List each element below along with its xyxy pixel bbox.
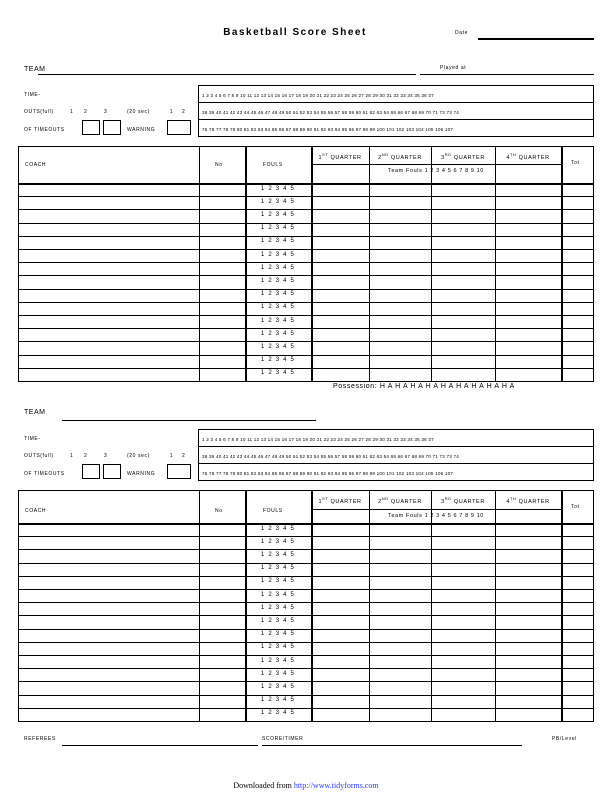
possession-arrow-1[interactable]: Possession: H A H A H A H A H A H A H A H A H A (333, 383, 515, 390)
referees-field[interactable] (62, 745, 258, 746)
timeout-num-1: 1 (70, 109, 74, 115)
page-title: Basketball Score Sheet (223, 27, 367, 38)
roster-row-line (19, 289, 593, 290)
download-footer (0, 781, 612, 790)
scorer-timer-label: SCORE/TIMER (262, 736, 304, 742)
date-field[interactable] (478, 38, 594, 40)
quarter-4-label: 4TH QUARTER (506, 152, 550, 161)
quarter-1-label: 1ST QUARTER (318, 152, 362, 161)
fouls-label: FOULS (263, 162, 283, 168)
time-label-1: TIME- (24, 92, 41, 98)
timeout-num-3-b: 3 (104, 453, 108, 459)
score-row-2-b: 38 39 40 41 42 43 44 45 46 47 48 49 50 51 52 53 54 55 56 57 58 59 60 61 62 63 64 65 66 67 68 69 70 71 72 73 74 (202, 454, 460, 459)
date-label: Date (455, 30, 468, 36)
quarter-1-label: 1ST QUARTER (318, 496, 362, 505)
player-foul-marks[interactable]: 1 2 3 4 5 (260, 357, 296, 364)
quarter-4-label: 4TH QUARTER (506, 496, 550, 505)
player-foul-marks[interactable]: 1 2 3 4 5 (260, 591, 296, 598)
timeout-box-2[interactable] (103, 120, 121, 135)
roster-row-line (19, 196, 593, 197)
roster-row-line (19, 563, 593, 564)
roster-row-line (19, 328, 593, 329)
timeout-num-2: 2 (84, 109, 88, 115)
quarter-2-label: 2ND QUARTER (378, 496, 422, 505)
roster-row-line (19, 615, 593, 616)
timeout-box-1[interactable] (82, 120, 100, 135)
score-row-1-b: 1 2 3 4 5 6 7 8 9 10 11 12 13 14 15 16 17 18 19 20 21 22 23 24 25 26 27 28 29 30 31 32 33 34 35 36 37 (202, 437, 434, 442)
score-row-3-b: 75 76 77 78 79 80 81 82 83 84 85 86 87 88 89 90 91 92 93 94 95 96 97 98 99 100 101 102 103 104 105 106 107 (202, 471, 454, 476)
player-foul-marks[interactable]: 1 2 3 4 5 (260, 370, 296, 377)
score-row-2: 38 39 40 41 42 43 44 45 46 47 48 49 50 51 52 53 54 55 56 57 58 59 60 61 62 63 64 65 66 67 68 69 70 71 72 73 74 (202, 110, 460, 115)
player-foul-marks[interactable]: 1 2 3 4 5 (260, 330, 296, 337)
roster-column-line (311, 491, 313, 721)
timeout-20sec-num-2: 2 (182, 109, 186, 115)
roster-column-line (495, 491, 496, 721)
player-foul-marks[interactable]: 1 2 3 4 5 (260, 552, 296, 558)
roster-row-line (19, 355, 593, 356)
score-row-3: 75 76 77 78 79 80 81 82 83 84 85 86 87 88 89 90 91 92 93 94 95 96 97 98 99 100 101 102 103 104 105 106 107 (202, 127, 454, 132)
roster-column-line (199, 491, 200, 721)
player-foul-marks[interactable]: 1 2 3 4 5 (260, 185, 296, 192)
timeout-20sec-label-2: (20 sec) (127, 453, 150, 459)
roster-row-line (19, 536, 593, 537)
roster-row-line (19, 589, 593, 590)
player-foul-marks[interactable]: 1 2 3 4 5 (260, 304, 296, 311)
timeout-num-1-b: 1 (70, 453, 74, 459)
roster-row-line (19, 262, 593, 263)
player-foul-marks[interactable]: 1 2 3 4 5 (260, 644, 296, 651)
timeout-20sec-num-1: 1 (170, 109, 174, 115)
played-at-field[interactable] (420, 74, 594, 75)
roster-row-line (19, 223, 593, 224)
roster-row-line (19, 681, 593, 682)
player-foul-marks[interactable]: 1 2 3 4 5 (260, 198, 296, 205)
roster-row-line (19, 236, 593, 237)
timeout-num-2-b: 2 (84, 453, 88, 459)
roster-row-line (19, 275, 593, 276)
running-score-grid-1[interactable] (198, 85, 594, 137)
roster-row-line (19, 302, 593, 303)
player-foul-marks[interactable]: 1 2 3 4 5 (260, 225, 296, 232)
player-foul-marks[interactable]: 1 2 3 4 5 (260, 710, 296, 717)
download-link[interactable]: http://www.tidyforms.com (293, 781, 379, 790)
player-foul-marks[interactable]: 1 2 3 4 5 (260, 264, 296, 271)
player-foul-marks[interactable]: 1 2 3 4 5 (260, 697, 296, 704)
quarter-2-label: 2ND QUARTER (378, 152, 422, 161)
roster-column-line (561, 491, 563, 721)
total-label: Tot (571, 504, 580, 510)
download-prefix: Downloaded from (233, 781, 294, 790)
roster-table-1 (18, 146, 594, 382)
played-at-label: Played at (440, 65, 467, 71)
number-label: No (215, 162, 223, 168)
roster-row-line (19, 341, 593, 342)
quarter-3-label: 3RD QUARTER (441, 152, 485, 161)
timeout-20sec-label-1: (20 sec) (127, 109, 150, 115)
quarter-header-divider (311, 509, 561, 510)
coach-label: COACH (25, 162, 47, 168)
timeout-20sec-num-2-b: 2 (182, 453, 186, 459)
warning-label-1: WARNING (127, 127, 156, 133)
team-fouls-label: Team Fouls 1 2 3 4 5 6 7 8 9 10 (388, 513, 484, 519)
player-foul-marks[interactable]: 1 2 3 4 5 (260, 684, 296, 690)
team-name-field-1[interactable] (38, 74, 416, 75)
fouls-label: FOULS (263, 508, 283, 514)
player-foul-marks[interactable]: 1 2 3 4 5 (260, 344, 296, 350)
roster-column-line (369, 491, 370, 721)
pb-level-label: PB/Level (552, 736, 577, 742)
timeout-box-4[interactable] (103, 464, 121, 479)
timeout-num-3: 3 (104, 109, 108, 115)
number-label: No (215, 508, 223, 514)
roster-row-line (19, 368, 593, 369)
roster-row-line (19, 695, 593, 696)
player-foul-marks[interactable]: 1 2 3 4 5 (260, 670, 296, 677)
player-foul-marks[interactable]: 1 2 3 4 5 (260, 251, 296, 258)
roster-row-line (19, 708, 593, 709)
player-foul-marks[interactable]: 1 2 3 4 5 (260, 538, 296, 545)
roster-row-line (19, 249, 593, 250)
team-name-field-2[interactable] (62, 420, 316, 421)
player-foul-marks[interactable]: 1 2 3 4 5 (260, 578, 296, 585)
roster-row-line (19, 629, 593, 630)
coach-label: COACH (25, 508, 47, 514)
timeouts-full-label-2: OUTS(full) (24, 453, 54, 459)
timeout-20sec-num-1-b: 1 (170, 453, 174, 459)
roster-row-line (19, 209, 593, 210)
timeout-box-3[interactable] (82, 464, 100, 479)
running-score-grid-2[interactable] (198, 429, 594, 481)
roster-row-line (19, 315, 593, 316)
roster-row-line (19, 642, 593, 643)
roster-table-2 (18, 490, 594, 722)
roster-row-line (19, 576, 593, 577)
warning-label-2: WARNING (127, 471, 156, 477)
player-foul-marks[interactable]: 1 2 3 4 5 (260, 317, 296, 324)
quarter-3-label: 3RD QUARTER (441, 496, 485, 505)
roster-row-line (19, 655, 593, 656)
player-foul-marks[interactable]: 1 2 3 4 5 (260, 212, 296, 218)
score-row-1: 1 2 3 4 5 6 7 8 9 10 11 12 13 14 15 16 17 18 19 20 21 22 23 24 25 26 27 28 29 30 31 32 33 34 35 36 37 (202, 93, 434, 98)
timeouts-label-1: OF TIMEOUTS (24, 127, 65, 133)
player-foul-marks[interactable]: 1 2 3 4 5 (260, 291, 296, 298)
roster-row-line (19, 668, 593, 669)
timeouts-full-label-1: OUTS(full) (24, 109, 54, 115)
team-label-1: TEAM (24, 66, 46, 73)
team-label-2: TEAM (24, 409, 46, 416)
warning-box-1[interactable] (167, 120, 191, 135)
player-foul-marks[interactable]: 1 2 3 4 5 (260, 525, 296, 532)
player-foul-marks[interactable]: 1 2 3 4 5 (260, 631, 296, 638)
scorer-timer-field[interactable] (262, 745, 522, 746)
roster-row-line (19, 602, 593, 603)
warning-box-2[interactable] (167, 464, 191, 479)
roster-column-line (431, 491, 432, 721)
team-fouls-label: Team Fouls 1 2 3 4 5 6 7 8 9 10 (388, 168, 484, 174)
roster-row-line (19, 549, 593, 550)
referees-label: REFEREES (24, 736, 56, 742)
total-label: Tot (571, 160, 580, 166)
player-foul-marks[interactable]: 1 2 3 4 5 (260, 278, 296, 284)
player-foul-marks[interactable]: 1 2 3 4 5 (260, 565, 296, 572)
timeouts-label-2: OF TIMEOUTS (24, 471, 65, 477)
player-foul-marks[interactable]: 1 2 3 4 5 (260, 657, 296, 664)
time-label-2: TIME- (24, 436, 41, 442)
player-foul-marks[interactable]: 1 2 3 4 5 (260, 604, 296, 611)
player-foul-marks[interactable]: 1 2 3 4 5 (260, 618, 296, 624)
quarter-header-divider (311, 164, 561, 165)
player-foul-marks[interactable]: 1 2 3 4 5 (260, 238, 296, 245)
